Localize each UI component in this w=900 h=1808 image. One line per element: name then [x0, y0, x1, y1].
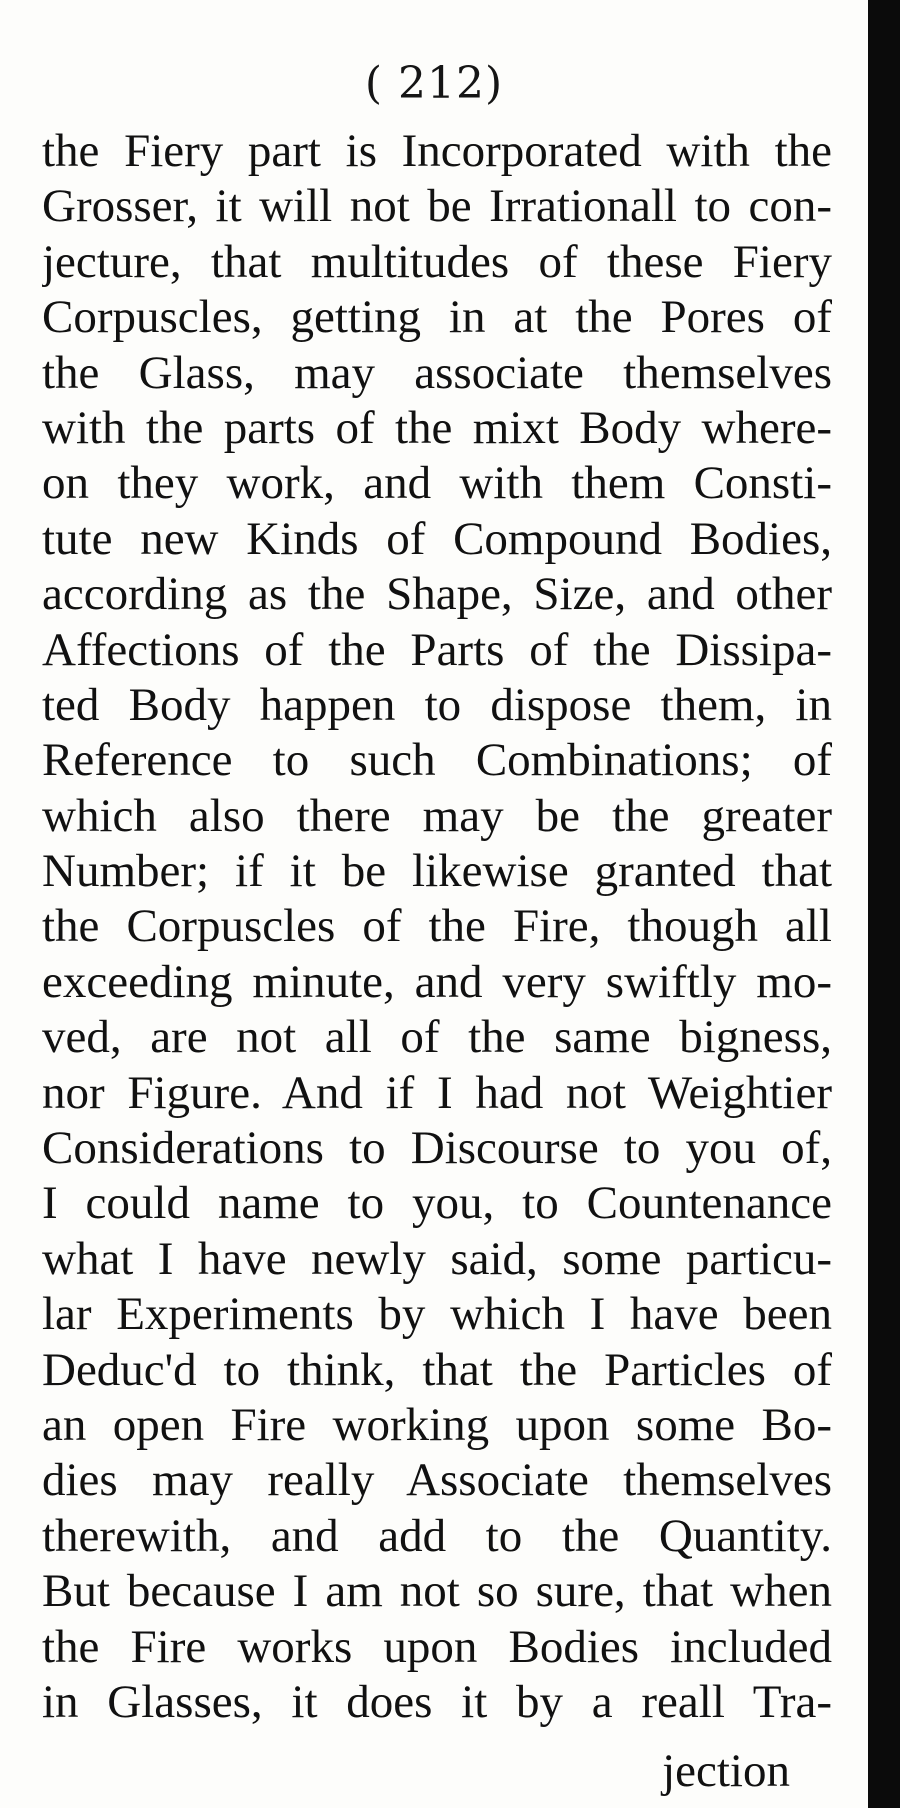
page-edge-shadow — [868, 0, 900, 1808]
text-line: in Glasses, it does it by a reall Tra- — [42, 1675, 832, 1728]
text-line: the Corpuscles of the Fire, though all — [42, 900, 832, 953]
text-line: the Glass, may associate themselves — [42, 346, 832, 399]
text-line: ted Body happen to dispose them, in — [42, 678, 832, 731]
text-line: Corpuscles, getting in at the Pores of — [42, 291, 832, 344]
text-line: But because I am not so sure, that when — [42, 1565, 832, 1618]
text-line: on they work, and with them Consti- — [42, 457, 832, 510]
text-line: ved, are not all of the same bigness, — [42, 1011, 832, 1064]
page-number: ( 212) — [364, 58, 504, 109]
text-line: the Fiery part is Incorporated with the — [42, 125, 832, 177]
text-line: the Fire works upon Bodies included — [42, 1620, 832, 1673]
text-line: an open Fire working upon some Bo- — [42, 1398, 832, 1451]
text-line: what I have newly said, some particu- — [42, 1232, 832, 1285]
text-line: Reference to such Combinations; of — [42, 734, 832, 787]
catchword: jection — [662, 1745, 790, 1797]
text-line: Affections of the Parts of the Dissipa- — [42, 623, 832, 676]
text-line: with the parts of the mixt Body where- — [42, 401, 832, 454]
body-text — [42, 124, 832, 1730]
text-line: nor Figure. And if I had not Weightier — [42, 1066, 832, 1119]
text-line: exceeding minute, and very swiftly mo- — [42, 955, 832, 1008]
text-line: lar Experiments by which I have been — [42, 1288, 832, 1341]
text-line: Deduc'd to think, that the Particles of — [42, 1343, 832, 1396]
text-line: Grosser, it will not be Irrationall to con- — [42, 180, 832, 233]
text-line: tute new Kinds of Compound Bodies, — [42, 512, 832, 565]
text-line: therewith, and add to the Quantity. — [42, 1509, 832, 1562]
text-line: Number; if it be likewise granted that — [42, 845, 832, 898]
text-line: I could name to you, to Countenance — [42, 1177, 832, 1230]
text-line: Considerations to Discourse to you of, — [42, 1122, 832, 1175]
text-line: jecture, that multitudes of these Fiery — [42, 235, 832, 288]
text-line: according as the Shape, Size, and other — [42, 568, 832, 621]
text-line: dies may really Associate themselves — [42, 1454, 832, 1507]
text-line: which also there may be the greater — [42, 789, 832, 842]
